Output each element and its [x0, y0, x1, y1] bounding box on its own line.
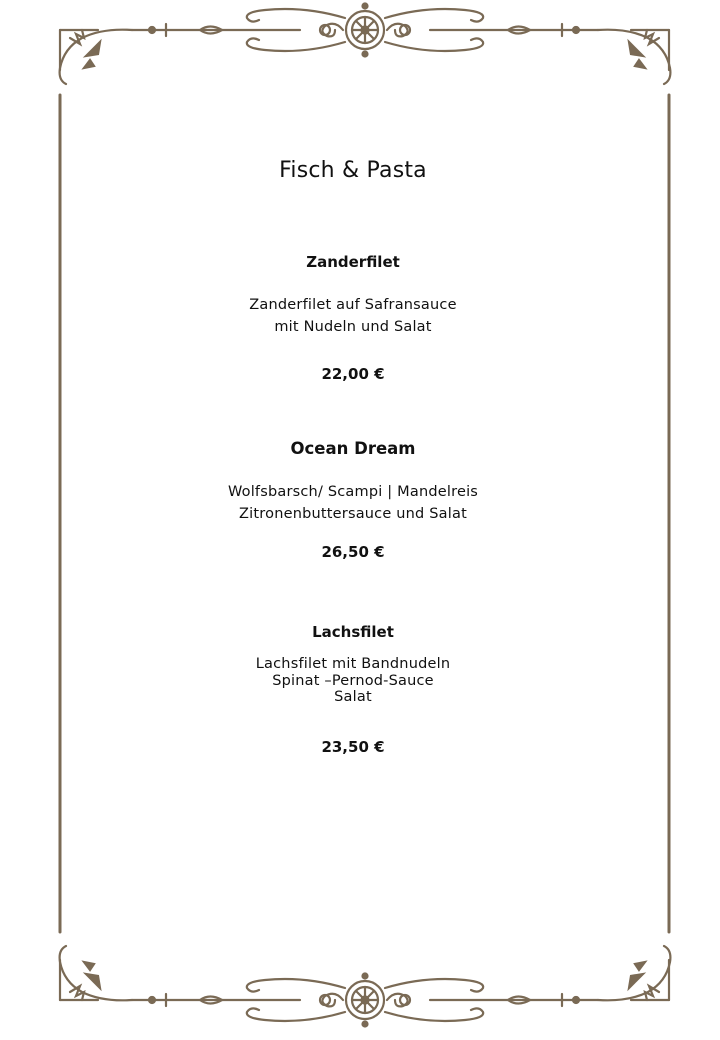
dish-name-zanderfilet: Zanderfilet	[306, 253, 400, 271]
dish-description-ocean-dream	[0, 481, 706, 525]
price-ocean-dream: 26,50 €	[321, 543, 385, 561]
description-line: Zanderfilet auf Safransauce	[249, 297, 457, 313]
dish-description-lachsfilet	[0, 656, 706, 706]
description-line: Salat	[334, 689, 372, 705]
description-line: Wolfsbarsch/ Scampi | Mandelreis	[227, 484, 479, 500]
dish-name-ocean-dream: Ocean Dream	[290, 439, 416, 458]
description-line: mit Nudeln und Salat	[274, 319, 432, 335]
description-line: Lachsfilet mit Bandnudeln	[255, 656, 451, 672]
dish-name-lachsfilet: Lachsfilet	[312, 623, 394, 641]
page-title: Fisch & Pasta	[279, 158, 427, 183]
dish-description-zanderfilet	[0, 294, 706, 338]
description-line: Spinat –Pernod-Sauce	[272, 672, 434, 689]
price-zanderfilet: 22,00 €	[321, 365, 385, 383]
price-lachsfilet: 23,50 €	[321, 738, 385, 756]
description-line: Zitronenbuttersauce und Salat	[239, 506, 467, 522]
